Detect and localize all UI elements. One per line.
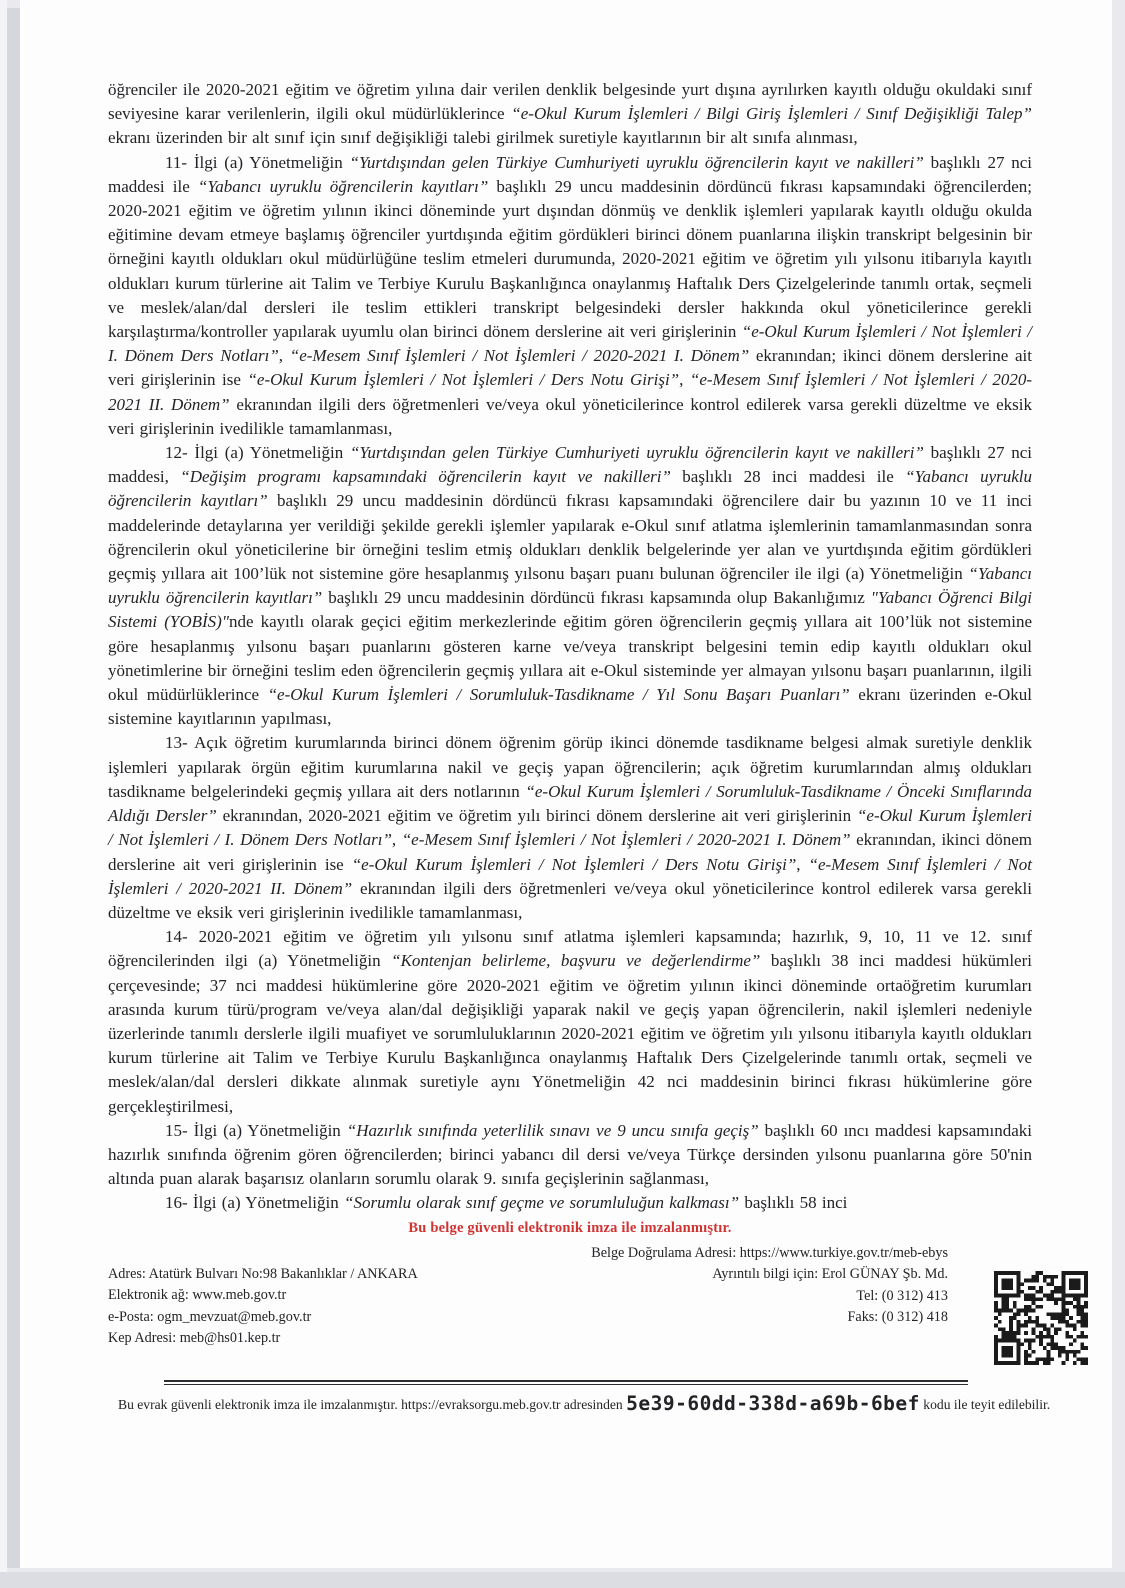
paragraph: 14- 2020-2021 eğitim ve öğretim yılı yılsonu sınıf atlatma işlemleri kapsamında; hazırlık, 9, 10, 11 ve 12. sınıf öğrencilerinden ilgi (a) Yönetmeliğin “Kontenjan belirleme, başvuru ve değerlendirme” başlıklı 38 inci maddesi hükümleri çerçevesinde; 37 nci maddesi hükümlerine göre 2020-2021 eğitim ve öğretim yılının ikinci döneminde ortaöğretim kurumları arasında kurum türü/program ve/veya alan/dal değişikliği yaparak nakil ve geçiş yapan öğrencilerin, nakil işlemleri nedeniyle üzerlerinde tanımlı derslerle ilgili muafiyet ve sorumluluklarının 2020-2021 eğitim ve öğretim yılı yılsonu itibarıyla kayıtlı oldukları kurum türlerine ait Talim ve Terbiye Kurulu Başkanlığınca onaylanmış Haftalık Ders Çizelgelerinde tanımlı ortak, seçmeli ve meslek/alan/dal dersleri dikkate alınmak suretiyle aynı Yönetmeliğin 42 nci maddesinin birinci fıkrası hükümlerine göre gerçekleştirilmesi,: [108, 927, 1032, 1116]
verification-divider: [164, 1380, 968, 1386]
footer-line-fax: Faks: (0 312) 418: [847, 1309, 948, 1326]
footer-line-email: e-Posta: ogm_mevzuat@meb.gov.tr: [108, 1308, 312, 1325]
verification-code: 5e39-60dd-338d-a69b-6bef: [626, 1392, 920, 1416]
footer-line-tel: Tel: (0 312) 413: [856, 1287, 948, 1304]
footer-contact-block: [591, 1243, 1032, 1329]
document-page: [20, 0, 1112, 1568]
signature-notice: Bu belge güvenli elektronik imza ile imzalanmıştır.: [408, 1219, 732, 1236]
footer-line-web: Elektronik ağ: www.meb.gov.tr: [108, 1287, 287, 1304]
footer-line-contact-person: Ayrıntılı bilgi için: Erol GÜNAY Şb. Md.: [712, 1266, 948, 1283]
verification-prefix: Bu evrak güvenli elektronik imza ile imzalanmıştır. https://evraksorgu.meb.gov.tr adresinden: [118, 1397, 627, 1413]
paragraph: 15- İlgi (a) Yönetmeliğin “Hazırlık sınıfında yeterlilik sınavı ve 9 uncu sınıfa geçiş” başlıklı 60 ıncı maddesi kapsamındaki hazırlık sınıfında öğrenim gören öğrencilerden; birinci yabancı dil dersi ve/veya Türkçe dersinden yılsonu puanlarına göre 50'nin altında puan alarak başarısız olanların sorumlu olarak 9. sınıfa geçişlerinin sağlanması,: [108, 1120, 1033, 1189]
paragraph: 12- İlgi (a) Yönetmeliğin “Yurtdışından gelen Türkiye Cumhuriyeti uyruklu öğrencilerin kayıt ve nakilleri” başlıklı 27 nci maddesi, “Değişim programı kapsamındaki öğrencilerin kayıt ve nakilleri” başlıklı 28 inci maddesi ile “Yabancı uyruklu öğrencilerin kayıtları” başlıklı 29 uncu maddesinin dördüncü fıkrası kapsamındaki öğrencilere dair bu yazının 10 ve 11 inci maddelerinde detaylarına yer verildiği şekilde gerekli işlemler yapılarak e-Okul sınıf atlatma işlemlerinin tamamlanmasından sonra öğrencilerin okul yöneticilerine bir örneğini teslim etmiş oldukları denklik belgelerinde yer alan ve yurtdışında eğitim gördükleri geçmiş yıllara ait 100’lük not sistemine göre hesaplanmış yılsonu başarı puanı bulunan öğrenciler ile ilgi (a) Yönetmeliğin “Yabancı uyruklu öğrencilerin kayıtları” başlıklı 29 uncu maddesinin dördüncü fıkrası kapsamında olup Bakanlığımız "Yabancı Öğrenci Bilgi Sistemi (YOBİS)"nde kayıtlı olarak geçici eğitim merkezlerinde eğitim gören öğrencilerin geçmiş yıllara ait 100’lük not sistemine göre hesaplanmış yılsonu başarı puanlarını gösteren karne ve/veya transkript belgesini temin edip kayıtlı oldukları okul yönetimlerine bir örneğini teslim eden öğrencilerin geçmiş yıllara ait e-Okul sisteminde yer almayan yılsonu başarı puanlarının, ilgili okul müdürlüklerince “e-Okul Kurum İşlemleri / Sorumluluk-Tasdikname / Yıl Sonu Başarı Puanları” ekranı üzerinden e-Okul sistemine kayıtlarının yapılması,: [108, 443, 1033, 729]
footer-line-address: Adres: Atatürk Bulvarı No:98 Bakanlıklar / ANKARA: [108, 1265, 418, 1282]
paragraph: 11- İlgi (a) Yönetmeliğin “Yurtdışından gelen Türkiye Cumhuriyeti uyruklu öğrencilerin kayıt ve nakilleri” başlıklı 27 nci maddesi ile “Yabancı uyruklu öğrencilerin kayıtları” başlıklı 29 uncu maddesinin dördüncü fıkrası kapsamındaki öğrencilerden; 2020-2021 eğitim ve öğretim yılının ikinci döneminde yurt dışından dönmüş ve denklik işlemleri yapılarak kayıtlı olduğu okulda eğitimine devam etmeye başlamış öğrenciler yurtdışında eğitim gördükleri birinci dönem puanlarına ilişkin transkript belgesinin bir örneğini kayıtlı oldukları okul müdürlüğüne teslim etmeleri durumunda, 2020-2021 eğitim ve öğretim yılı yılsonu itibarıyla kayıtlı oldukları kurum türlerine ait Talim ve Terbiye Kurulu Başkanlığınca onaylanmış Haftalık Ders Çizelgelerinde tanımlı ortak, seçmeli ve meslek/alan/dal dersleri ile teslim ettikleri transkript belgesindeki dersler hakkında okul yöneticilerince gerekli karşılaştırma/kontroller yapılarak uyumlu olan birinci dönem derslerine ait veri girişlerinin “e-Okul Kurum İşlemleri / Not İşlemleri / I. Dönem Ders Notları”, “e-Mesem Sınıf İşlemleri / Not İşlemleri / 2020-2021 I. Dönem” ekranından; ikinci dönem derslerine ait veri girişlerinin ise “e-Okul Kurum İşlemleri / Not İşlemleri / Ders Notu Girişi”, “e-Mesem Sınıf İşlemleri / Not İşlemleri / 2020-2021 II. Dönem” ekranından ilgili ders öğretmenleri ve/veya okul yöneticilerince kontrol edilerek varsa gerekli düzeltme ve eksik veri girişlerinin ivedilikle tamamlanması,: [108, 152, 1032, 438]
verification-suffix: kodu ile teyit edilebilir.: [919, 1397, 1051, 1413]
footer-line-verify-address: Belge Doğrulama Adresi: https://www.turkiye.gov.tr/meb-ebys: [591, 1244, 948, 1261]
document-body: [108, 78, 1032, 1216]
scan-edge-bottom: [0, 1572, 1125, 1588]
paragraph: 16- İlgi (a) Yönetmeliğin “Sorumlu olarak sınıf geçme ve sorumluluğun kalkması” başlıklı 58 inci: [165, 1193, 848, 1213]
paragraph: öğrenciler ile 2020-2021 eğitim ve öğretim yılına dair verilen denklik belgesinde yurt dışına ayrılırken kayıtlı olduğu okuldaki sınıf seviyesine karar verilenlerin, ilgili okul müdürlüklerince “e-Okul Kurum İşlemleri / Bilgi Giriş İşlemleri / Sınıf Değişikliği Talep” ekranı üzerinden bir alt sınıf için sınıf değişikliği talebi girilmek suretiyle kayıtlarının bir alt sınıfa alınması,: [108, 80, 1032, 148]
verification-line: [108, 1392, 1051, 1416]
paragraph: 13- Açık öğretim kurumlarında birinci dönem öğrenim görüp ikinci dönemde tasdikname belgesi almak suretiyle denklik işlemleri yapılarak örgün eğitim kurumlarına nakil ve geçiş yapan öğrencilerin; açık öğretim kurumlarından almış oldukları tasdikname belgelerindeki geçmiş yıllara ait ders notlarının “e-Okul Kurum İşlemleri / Sorumluluk-Tasdikname / Önceki Sınıflarında Aldığı Dersler” ekranından, 2020-2021 eğitim ve öğretim yılı birinci dönem derslerine ait veri girişlerinin “e-Okul Kurum İşlemleri / Not İşlemleri / I. Dönem Ders Notları”, “e-Mesem Sınıf İşlemleri / Not İşlemleri / 2020-2021 I. Dönem” ekranından, ikinci dönem derslerine ait veri girişlerinin ise “e-Okul Kurum İşlemleri / Not İşlemleri / Ders Notu Girişi”, “e-Mesem Sınıf İşlemleri / Not İşlemleri / 2020-2021 II. Dönem” ekranından ilgili ders öğretmenleri ve/veya okul yöneticilerince kontrol edilerek varsa gerekli düzeltme ve eksik veri girişlerinin ivedilikle tamamlanması,: [108, 733, 1032, 922]
footer: [108, 1243, 1032, 1350]
scan-edge-left-margin: [0, 0, 7, 1588]
footer-line-kep: Kep Adresi: meb@hs01.kep.tr: [108, 1330, 281, 1347]
qr-code: [994, 1271, 1088, 1365]
scan-edge-left: [7, 8, 20, 1568]
